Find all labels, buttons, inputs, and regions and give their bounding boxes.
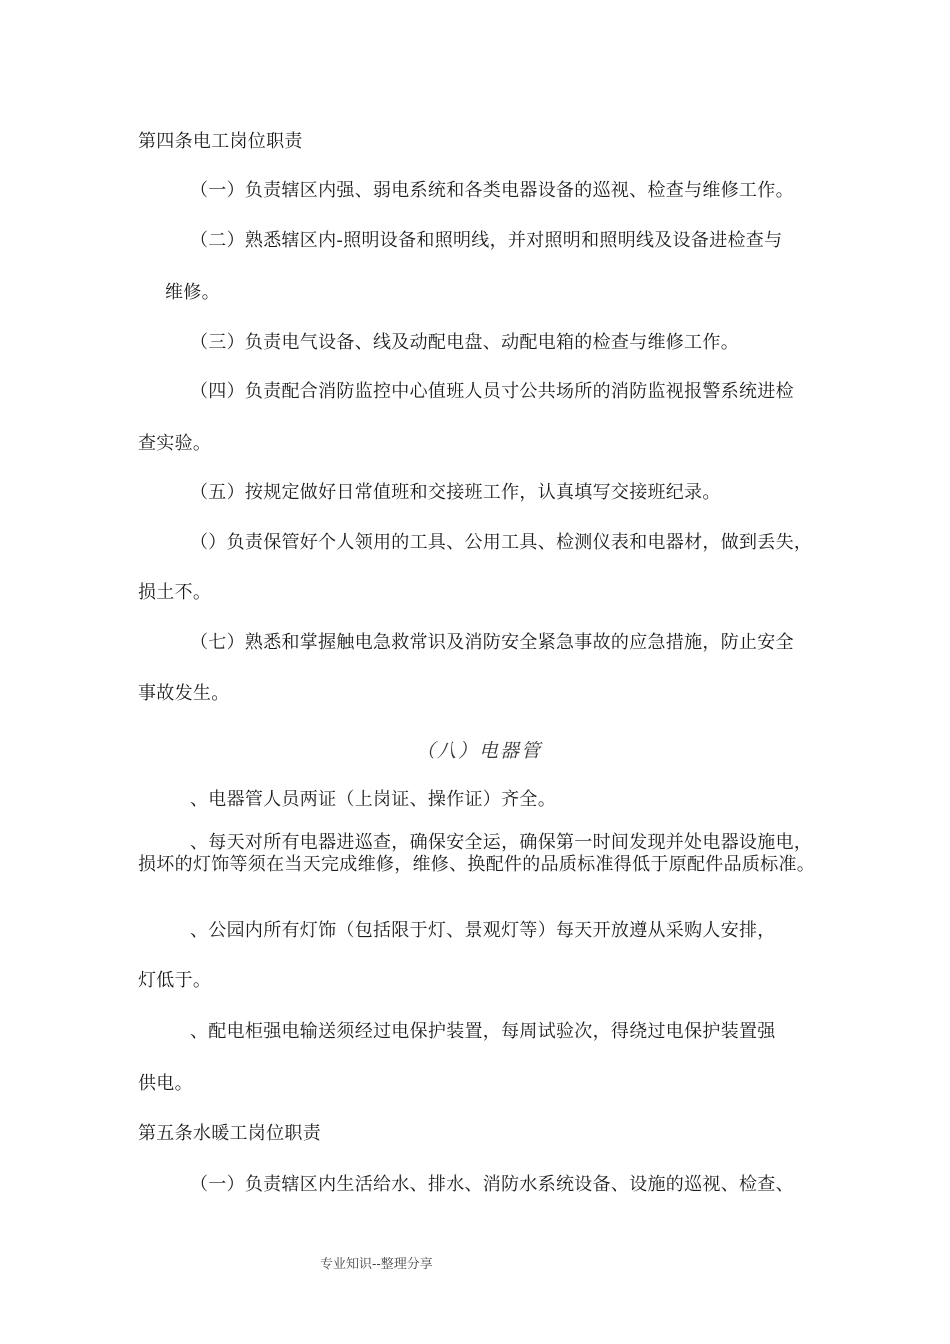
- paragraph-4-line2: 查实验。: [138, 433, 212, 454]
- paragraph-1: （一）负责辖区内强、弱电系统和各类电器设备的巡视、检查与维修工作。: [190, 180, 794, 201]
- paragraph-6-line2: 损土不。: [138, 582, 212, 603]
- paragraph-3: （三）负责电气设备、线及动配电盘、动配电箱的检查与维修工作。: [190, 332, 739, 353]
- paragraph-2-line2: 维修。: [165, 282, 220, 303]
- paragraph-8: （一）负责辖区内生活给水、排水、消防水系统设备、设施的巡视、检查、: [190, 1174, 794, 1195]
- article5-title: 第五条水暖工岗位职责: [138, 1123, 321, 1144]
- item-2: 、每天对所有电器进巡查，确保安全运，确保第一时间发现并处电器设施电，损坏的灯饰等须在当天完成维修，维修、换配件的品质标准得低于原配件品质标准。: [138, 832, 816, 875]
- paragraph-7-line1: （七）熟悉和掌握触电急救常识及消防安全紧急事故的应急措施，防止安全: [190, 632, 794, 653]
- paragraph-7-line2: 事故发生。: [138, 683, 230, 704]
- paragraph-5: （五）按规定做好日常值班和交接班工作，认真填写交接班纪录。: [190, 482, 721, 503]
- handwritten-heading: （八）电器管: [416, 740, 543, 762]
- article4-title: 第四条电工岗位职责: [138, 131, 303, 152]
- page-footer: 专业知识--整理分享: [320, 1257, 433, 1272]
- item-4-line1: 、配电柜强电输送须经过电保护装置，每周试验次，得绕过电保护装置强: [190, 1021, 776, 1042]
- paragraph-4-line1: （四）负责配合消防监控中心值班人员寸公共场所的消防监视报警系统进检: [190, 381, 794, 402]
- paragraph-6-line1: （）负责保管好个人领用的工具、公用工具、检测仪表和电器材，做到丢失，: [190, 532, 813, 553]
- item-3-line2: 灯低于。: [138, 970, 212, 991]
- item-4-line2: 供电。: [138, 1073, 193, 1094]
- item-1: 、电器管人员两证（上岗证、操作证）齐全。: [190, 789, 556, 810]
- paragraph-2-line1: （二）熟悉辖区内-照明设备和照明线，并对照明和照明线及设备进检查与: [190, 230, 783, 251]
- item-3-line1: 、公园内所有灯饰（包括限于灯、景观灯等）每天开放遵从采购人安排，: [190, 920, 776, 941]
